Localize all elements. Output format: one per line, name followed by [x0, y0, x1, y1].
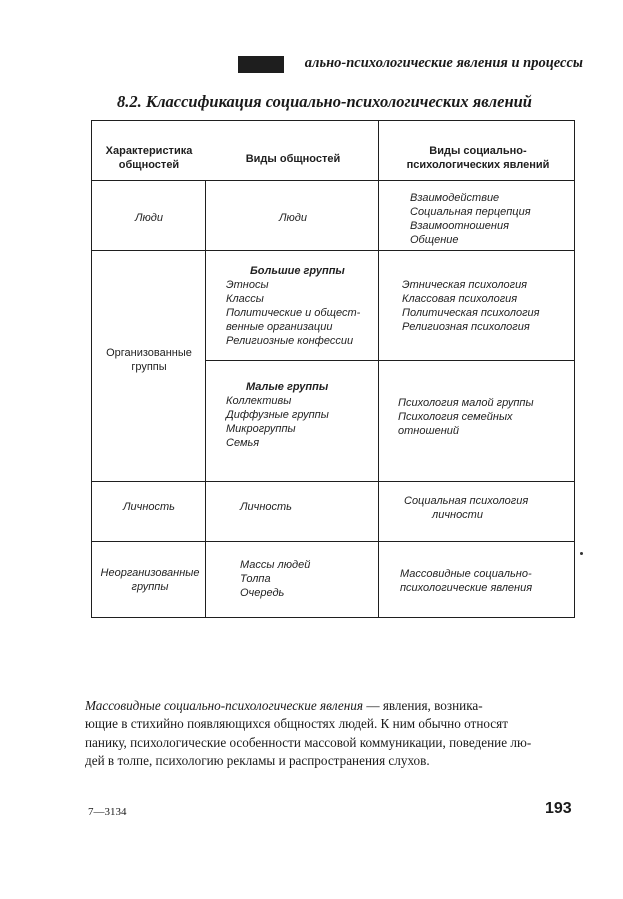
phenomenon-item: Взаимоотношения [410, 220, 509, 232]
group-item: Семья [226, 437, 260, 449]
table-border-top [91, 120, 575, 121]
group-item: Люди [278, 212, 307, 224]
phenomenon-item: отношений [398, 425, 459, 437]
row-characteristic: Люди [134, 212, 163, 224]
table-border-bottom [91, 617, 575, 618]
paragraph-line [85, 697, 575, 715]
phenomenon-item: Религиозная психология [402, 321, 530, 333]
table-rule-subrow [205, 360, 575, 361]
group-item: Классы [226, 293, 264, 305]
row-characteristic: Личность [123, 501, 175, 513]
column-header-phenomena: Виды социально-психологических явлений [406, 145, 550, 171]
group-item: Микрогруппы [226, 423, 296, 435]
paragraph-line-rest: — явления, возника- [363, 698, 483, 713]
phenomenon-item: Психология семейных [398, 411, 513, 423]
group-item: Толпа [240, 573, 271, 585]
group-item: Очередь [240, 587, 285, 599]
group-item: Этносы [226, 279, 269, 291]
group-item: венные организации [226, 321, 333, 333]
table-rule-row3 [91, 541, 575, 542]
group-item: Коллективы [226, 395, 292, 407]
phenomenon-item: Массовидные социально- [400, 568, 532, 580]
table-rule-row2 [91, 481, 575, 482]
classification-table [88, 120, 578, 618]
phenomenon-item: личности [432, 509, 483, 521]
column-header-characteristic: Характеристика общностей [105, 145, 193, 171]
group-block-large [226, 264, 360, 348]
phenomenon-item: Социальная психология [404, 495, 529, 507]
running-header [238, 55, 583, 75]
table-border-col1 [205, 180, 206, 618]
phenomenon-list [402, 278, 540, 334]
group-heading: Большие группы [250, 265, 345, 277]
phenomenon-item: Общение [410, 234, 459, 246]
paragraph-line: панику, психологические особенности массовой коммуникации, поведение лю- [85, 734, 532, 750]
table-rule-row1 [91, 250, 575, 251]
scan-speck [580, 552, 583, 555]
paragraph-line: ющие в стихийно появляющихся общностях людей. К ним обычно относят [85, 716, 508, 732]
body-paragraph [85, 697, 575, 771]
column-header-groups: Виды общностей [245, 153, 341, 165]
group-item: Массы людей [240, 559, 311, 571]
phenomenon-item: психологические явления [400, 582, 533, 594]
header-running-title: ально-психологические явления и процессы [304, 55, 583, 71]
group-list [240, 558, 310, 600]
phenomenon-item: Социальная перцепция [410, 206, 531, 218]
phenomenon-item: Этническая психология [402, 279, 528, 291]
row-characteristic: Организованные группы [106, 347, 192, 373]
page-number: 193 [545, 800, 572, 817]
phenomenon-item: Взаимодействие [410, 192, 500, 204]
phenomenon-item: Психология малой группы [398, 397, 534, 409]
group-item: Политические и общест- [226, 307, 361, 319]
table-border-left [91, 120, 92, 618]
paragraph-line: дей в толпе, психологию рекламы и распространения слухов. [85, 753, 430, 769]
phenomenon-list [400, 567, 532, 595]
group-heading: Малые группы [246, 381, 329, 393]
header-ink-block [238, 56, 284, 73]
table-header-rule [91, 180, 575, 181]
group-item: Диффузные группы [226, 409, 329, 421]
phenomenon-list [398, 396, 534, 438]
phenomenon-item: Политическая психология [402, 307, 540, 319]
phenomenon-list [404, 494, 528, 522]
group-item: Личность [240, 501, 292, 513]
group-block-small [226, 380, 329, 450]
row-characteristic: Неорганизованные группы [100, 567, 200, 593]
phenomenon-item: Классовая психология [402, 293, 518, 305]
paragraph-term: Массовидные социально-психологические явления [85, 698, 364, 713]
group-item: Религиозные конфессии [226, 335, 354, 347]
section-title: 8.2. Классификация социально-психологических явлений [117, 92, 532, 111]
phenomenon-list [410, 191, 531, 247]
table-border-right [574, 120, 575, 618]
footer-signature-code: 7—3134 [88, 806, 127, 818]
table-border-col2 [378, 120, 379, 618]
